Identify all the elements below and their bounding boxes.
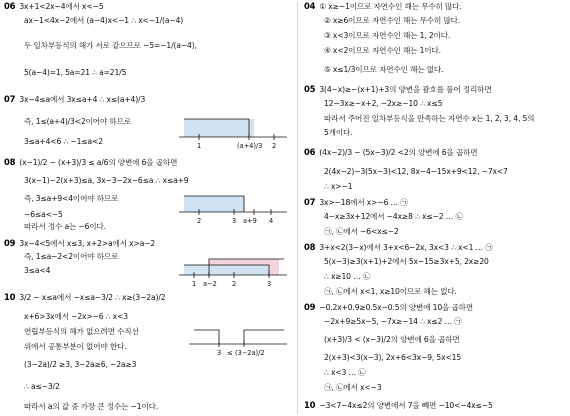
- problem-09r-line-5: ∴ x<3 … ㉡: [324, 368, 366, 377]
- problem-08-line-4: −6≤a<−5: [24, 210, 63, 219]
- number-line-10: [189, 322, 289, 366]
- number-line-09: [179, 253, 289, 289]
- problem-06-line-4: 5(a−4)=1, 5a=21 ∴ a=21/5: [24, 68, 127, 77]
- problem-04-line-3: ③ x<3이므로 자연수인 해는 1, 2이다.: [324, 31, 451, 40]
- tick-label: 3: [217, 349, 222, 357]
- problem-08-line-2: 3(x−1)−2(x+3)≤a, 3x−3−2x−6≤a ∴ x≤a+9: [24, 176, 189, 185]
- problem-04-line-1: 04 ① x≥−1이므로 자연수인 해는 무수히 많다.: [304, 1, 462, 11]
- problem-08r-line-1: 08 3+x<2(3−x)에서 3+x<6−2x, 3x<3 ∴ x<1 … ㉠: [304, 242, 493, 252]
- column-divider: [297, 2, 298, 414]
- problem-06-line-1: 06 3x+1<2x−4에서 x<−5: [4, 1, 104, 11]
- problem-05-line-2: 12−3x≥−x+2, −2x≥−10 ∴ x≤5: [324, 99, 443, 108]
- number-line-08: [179, 190, 289, 226]
- problem-10-line-5: (3−2a)/2 ≥3, 3−2a≥6, −2a≥3: [24, 360, 137, 369]
- tick-label: 2: [197, 217, 202, 225]
- problem-06r-line-2: 2(4x−2)−3(5x−3)<12, 8x−4−15x+9<12, −7x<7: [324, 167, 508, 176]
- problem-09r-line-6: ㉠, ㉡에서 x<−3: [324, 383, 382, 392]
- problem-09-line-2: 즉, 1≤a−2<2이어야 하므로: [24, 252, 119, 261]
- tick-label: 1: [192, 280, 197, 288]
- problem-07-line-1: 07 3x−4≤a에서 3x≤a+4 ∴ x≤(a+4)/3: [4, 94, 146, 104]
- number-line-07: [179, 113, 289, 151]
- problem-08-line-3: 즉, 3≤a+9<4이어야 하므로: [24, 194, 119, 203]
- problem-07r-line-2: 4−x≥3x+12에서 −4x≥8 ∴ x≤−2 … ㉡: [324, 212, 463, 221]
- problem-05-line-3: 따라서 주어진 일차부등식을 만족하는 자연수 x는 1, 2, 3, 4, 5의: [324, 114, 535, 123]
- problem-04-line-5: ⑤ x≤1/3이므로 자연수인 해는 없다.: [324, 65, 444, 74]
- problem-10-line-1: 10 3/2 − x≤a에서 −x≤a−3/2 ∴ x≥(3−2a)/2: [4, 292, 166, 302]
- problem-10-line-6: ∴ a≤−3/2: [24, 382, 60, 391]
- tick-label: 3: [267, 280, 272, 288]
- problem-06r-line-1: 06 (4x−2)/3 − (5x−3)/2 <2의 양변에 6을 곱하면: [304, 147, 478, 157]
- problem-08r-line-4: ㉠, ㉡에서 x<1, x≥10이므로 해는 없다.: [324, 287, 457, 296]
- problem-08-line-5: 따라서 정수 a는 −6이다.: [24, 222, 106, 231]
- problem-07-line-3: 3≤a+4<6 ∴ −1≤a<2: [24, 137, 103, 146]
- problem-10-line-2: x+6>3x에서 −2x>−6 ∴ x<3: [24, 312, 128, 321]
- problem-10-line-3: 연립부등식의 해가 없으려면 수직선: [24, 327, 139, 336]
- problem-10-line-4: 위에서 공통부분이 없어야 한다.: [24, 342, 127, 351]
- tick-label: a+9: [243, 217, 257, 225]
- tick-label: 2: [272, 142, 277, 150]
- problem-09r-line-3: (x+3)/3 < (x−3)/2의 양변에 6을 곱하면: [324, 335, 460, 344]
- problem-06r-line-3: ∴ x>−1: [324, 182, 353, 191]
- tick-label: a−2: [203, 280, 217, 288]
- problem-07-line-2: 즉, 1≤(a+4)/3<2이어야 하므로: [24, 117, 131, 126]
- problem-09r-line-2: −2x+9≥5x−5, −7x≥−14 ∴ x≤2 … ㉠: [324, 317, 462, 326]
- problem-09r-line-1: 09 −0.2x+0.9≥0.5x−0.5의 양변에 10을 곱하면: [304, 302, 474, 312]
- tick-label: (3−2a)/2: [235, 349, 265, 357]
- problem-06-line-2: ax−1<4x−2에서 (a−4)x<−1 ∴ x<−1/(a−4): [24, 16, 184, 25]
- problem-08r-line-2: 5(x−3)≥3(x+1)+2에서 5x−15≥3x+5, 2x≥20: [324, 257, 489, 266]
- problem-10r-line-1: 10 −3<7−4x≤2의 양변에서 7을 빼면 −10<−4x≤−5: [304, 400, 493, 410]
- problem-04-line-4: ④ x<2이므로 자연수인 해는 1이다.: [324, 46, 441, 55]
- tick-label: 2: [232, 280, 237, 288]
- tick-label: (a+4)/3: [237, 142, 263, 150]
- problem-09-line-1: 09 3x−4<5에서 x≤3, x+2>a에서 x>a−2: [4, 238, 156, 248]
- tick-label: 4: [269, 217, 274, 225]
- problem-05-line-4: 5개이다.: [324, 128, 353, 137]
- problem-09r-line-4: 2(x+3)<3(x−3), 2x+6<3x−9, 5x<15: [324, 353, 462, 362]
- tick-label: 3: [232, 217, 237, 225]
- problem-09-line-3: 3≤a<4: [24, 266, 51, 275]
- problem-10-line-7: 따라서 a의 값 중 가장 큰 정수는 −1이다.: [24, 402, 159, 411]
- tick-label: ≤: [227, 349, 233, 357]
- problem-07r-line-3: ㉠, ㉡에서 −6<x≤−2: [324, 227, 399, 236]
- problem-07r-line-1: 07 3x>−18에서 x>−6 … ㉠: [304, 197, 408, 207]
- problem-08-line-1: 08 (x−1)/2 − (x+3)/3 ≤ a/6의 양변에 6을 곱하면: [4, 157, 178, 167]
- problem-04-line-2: ② x≥6이므로 자연수인 해는 무수히 많다.: [324, 16, 461, 25]
- tick-label: 1: [197, 142, 202, 150]
- problem-08r-line-3: ∴ x≥10 … ㉡: [324, 272, 371, 281]
- problem-05-line-1: 05 3(4−x)≥−(x+1)+3의 양변을 괄호를 풀어 정리하면: [304, 84, 492, 94]
- problem-06-line-3: 두 일차부등식의 해가 서로 같으므로 −5=−1/(a−4),: [24, 41, 197, 50]
